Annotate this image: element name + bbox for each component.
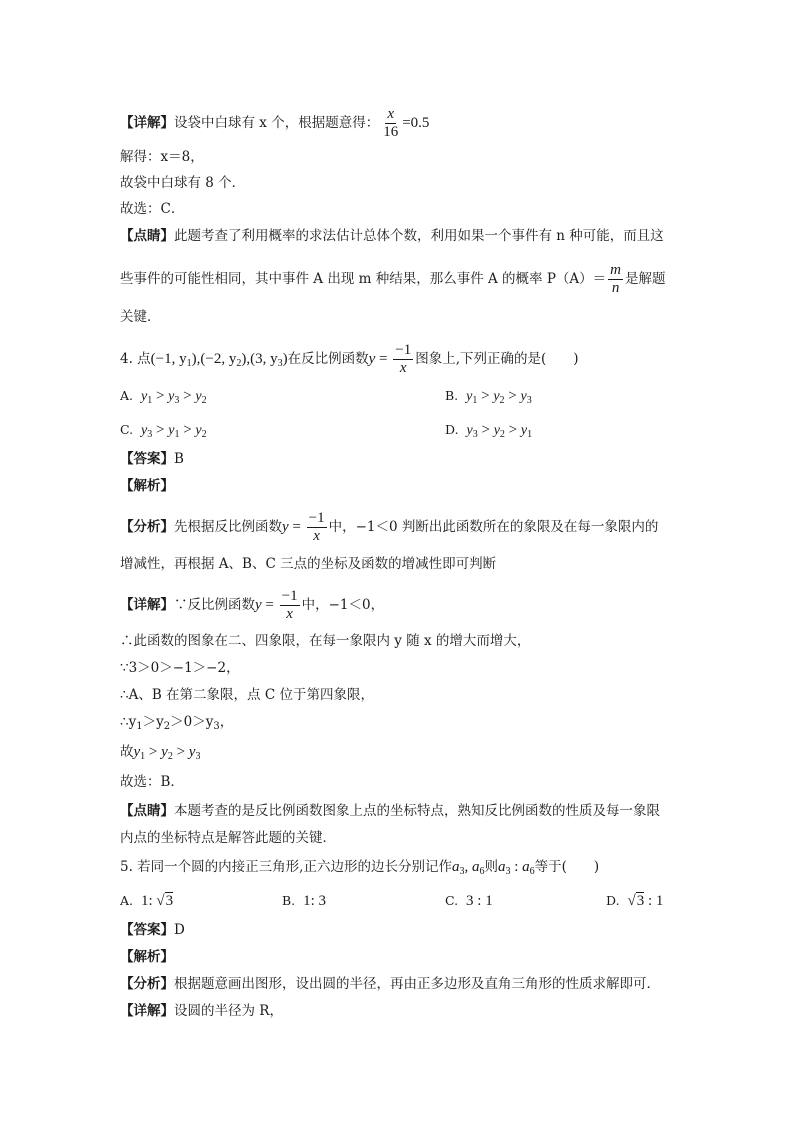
q5-option-c[interactable]: C. 3 : 1 bbox=[445, 893, 493, 909]
q5-answer: 【答案】D bbox=[120, 922, 185, 938]
function-fraction: $\frac{-1}{x}$ bbox=[395, 342, 412, 376]
q4-comment-line-1: 【点睛】本题考查的是反比例函数图象上点的坐标特点，熟知反比例函数的性质及每一象限 bbox=[120, 803, 660, 819]
comment-bracket: 【点睛】 bbox=[120, 228, 174, 244]
q4-detail-2: ∵3＞0＞−1＞−2， bbox=[120, 660, 240, 676]
q4-detail-5: 故$y_1 > y_2 > y_3$ bbox=[120, 744, 201, 762]
detail-text: 设袋中白球有 x 个，根据题意得： bbox=[174, 115, 380, 131]
q4-option-d[interactable]: D. $y_3 > y_2 > y_1$ bbox=[445, 422, 533, 440]
q5-detail: 【详解】设圆的半径为 R， bbox=[120, 1003, 283, 1019]
q4-fenxi-line-1: 【分析】先根据反比例函数y = $\frac{-1}{x}$ 中，−1＜0 判断出此函数所在的象限及在每一象限内的 bbox=[120, 510, 659, 544]
q3-comment-line-3: 关键． bbox=[120, 309, 161, 325]
detail-bracket: 【详解】 bbox=[120, 115, 174, 131]
q4-stem: 4. 点(−1, $y_1),(-2$, $y_2),(3$, $y_3$)在反比例函数y = $\frac{-1}{x}$ 图象上,下列正确的是( ) bbox=[120, 342, 579, 376]
q4-analysis-heading: 【解析】 bbox=[120, 478, 174, 494]
equation-value: =0.5 bbox=[402, 115, 430, 131]
q3-detail-line bbox=[120, 106, 429, 141]
q5-option-a[interactable]: A. 1: √3 bbox=[120, 893, 174, 909]
q4-option-c[interactable]: C. $y_3 > y_1 > y_2$ bbox=[120, 422, 207, 440]
function-fraction: $\frac{-1}{x}$ bbox=[281, 588, 298, 622]
q4-detail-line: 【详解】∵反比例函数y = $\frac{-1}{x}$ 中，−1＜0， bbox=[120, 588, 385, 622]
q3-choice: 故选：C． bbox=[120, 201, 185, 217]
q4-option-a[interactable]: A. $y_1 > y_3 > y_2$ bbox=[120, 388, 207, 406]
q3-solve: 解得：x＝8， bbox=[120, 149, 204, 165]
q3-comment-line-2: 些事件的可能性相同，其中事件 A 出现 m 种结果，那么事件 A 的概率 P（A）＝ $\frac{m}{n}$ 是解题 bbox=[120, 262, 666, 296]
q5-fenxi: 【分析】根据题意画出图形，设出圆的半径，再由正多边形及直角三角形的性质求解即可． bbox=[120, 976, 660, 992]
q4-option-b[interactable]: B. $y_1 > y_2 > y_3$ bbox=[445, 388, 532, 406]
q4-detail-4: $\therefore y_1>y_2>0>y_3$， bbox=[120, 714, 234, 732]
q3-conclusion: 故袋中白球有 8 个． bbox=[120, 175, 246, 191]
q3-comment-line-1: 【点睛】此题考查了利用概率的求法估计总体个数，利用如果一个事件有 n 种可能，而且这 bbox=[120, 228, 664, 244]
q5-option-d[interactable]: D. √3 : 1 bbox=[606, 893, 664, 909]
q4-fenxi-line-2: 增减性，再根据 A、B、C 三点的坐标及函数的增减性即可判断 bbox=[120, 556, 497, 572]
q5-stem: 5. 若同一个圆的内接正三角形,正六边形的边长分别记作$a_3$, $a_6$则$a_3$ : $a_6$等于( ) bbox=[120, 859, 600, 877]
q4-choice: 故选：B． bbox=[120, 774, 184, 790]
function-fraction: $\frac{-1}{x}$ bbox=[308, 510, 325, 544]
q4-answer: 【答案】B bbox=[120, 451, 184, 467]
q4-detail-3: ∴A、B 在第二象限，点 C 位于第四象限， bbox=[120, 687, 374, 703]
q5-option-b[interactable]: B. 1: 3 bbox=[282, 893, 327, 909]
fraction: $\frac{x}{16}$ bbox=[383, 106, 399, 140]
q4-comment-line-2: 内点的坐标特点是解答此题的关键． bbox=[120, 830, 336, 846]
q5-analysis-heading: 【解析】 bbox=[120, 949, 174, 965]
probability-fraction: $\frac{m}{n}$ bbox=[610, 262, 622, 296]
q4-detail-1: ∴此函数的图象在二、四象限，在每一象限内 y 随 x 的增大而增大， bbox=[120, 633, 531, 649]
